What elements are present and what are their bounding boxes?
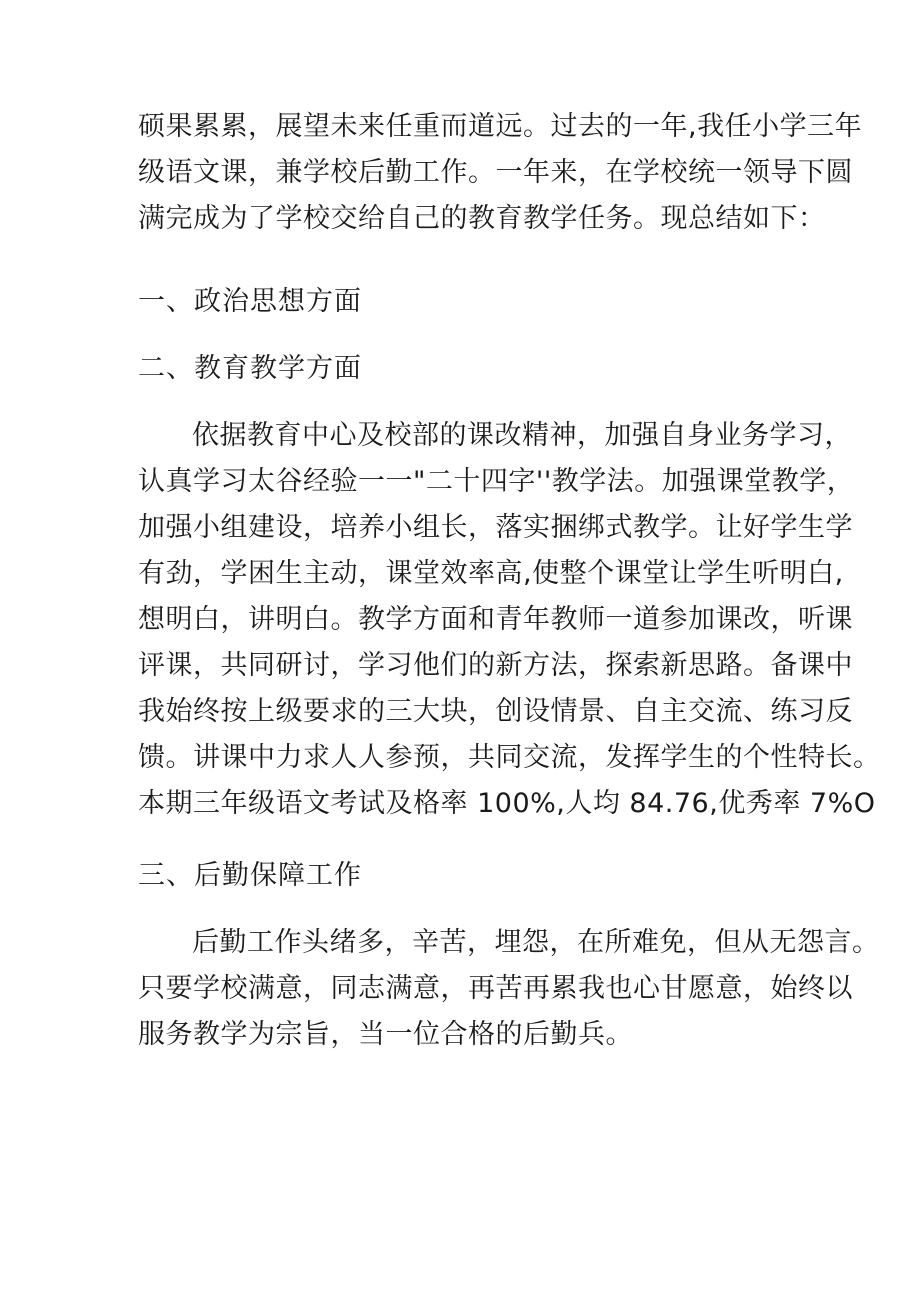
text-line: 后勤工作头绪多，辛苦，埋怨，在所难免，但从无怨言。 xyxy=(192,927,880,958)
text-line: 加强小组建设，培养小组长，落实捆绑式教学。让好学生学 xyxy=(138,512,853,543)
section-heading-politics: 一、政治思想方面 xyxy=(138,286,362,317)
text-line: 我始终按上级要求的三大块，创设情景、自主交流、练习反 xyxy=(138,696,853,727)
text-line: 硕果累累，展望未来任重而道远。过去的一年,我任小学三年 xyxy=(138,111,863,142)
text-line: 馈。讲课中力求人人参预，共同交流，发挥学生的个性特长。 xyxy=(138,742,881,773)
section-heading-teaching: 二、教育教学方面 xyxy=(138,353,362,384)
text-line: 满完成为了学校交给自己的教育教学任务。现总结如下： xyxy=(138,203,826,234)
text-line: 本期三年级语文考试及格率 100%,人均 84.76,优秀率 7%O xyxy=(138,788,876,819)
text-line: 级语文课，兼学校后勤工作。一年来，在学校统一领导下圆 xyxy=(138,157,853,188)
text-line: 评课，共同研讨，学习他们的新方法，探索新思路。备课中 xyxy=(138,650,853,681)
section-heading-logistics: 三、后勤保障工作 xyxy=(138,860,362,891)
text-line: 依据教育中心及校部的课改精神，加强自身业务学习， xyxy=(192,420,852,451)
text-line: 服务教学为宗旨，当一位合格的后勤兵。 xyxy=(138,1019,633,1050)
text-line: 只要学校满意，同志满意，再苦再累我也心甘愿意，始终以 xyxy=(138,973,853,1004)
intro-paragraph xyxy=(138,104,863,242)
logistics-paragraph xyxy=(138,920,880,1058)
text-line: 想明白，讲明白。教学方面和青年教师一道参加课改，听课 xyxy=(138,604,853,635)
teaching-paragraph xyxy=(138,413,881,827)
text-line: 认真学习太谷经验一一"二十四字''教学法。加强课堂教学， xyxy=(138,466,855,497)
text-line: 有劲，学困生主动，课堂效率高,使整个课堂让学生听明白, xyxy=(138,558,844,589)
